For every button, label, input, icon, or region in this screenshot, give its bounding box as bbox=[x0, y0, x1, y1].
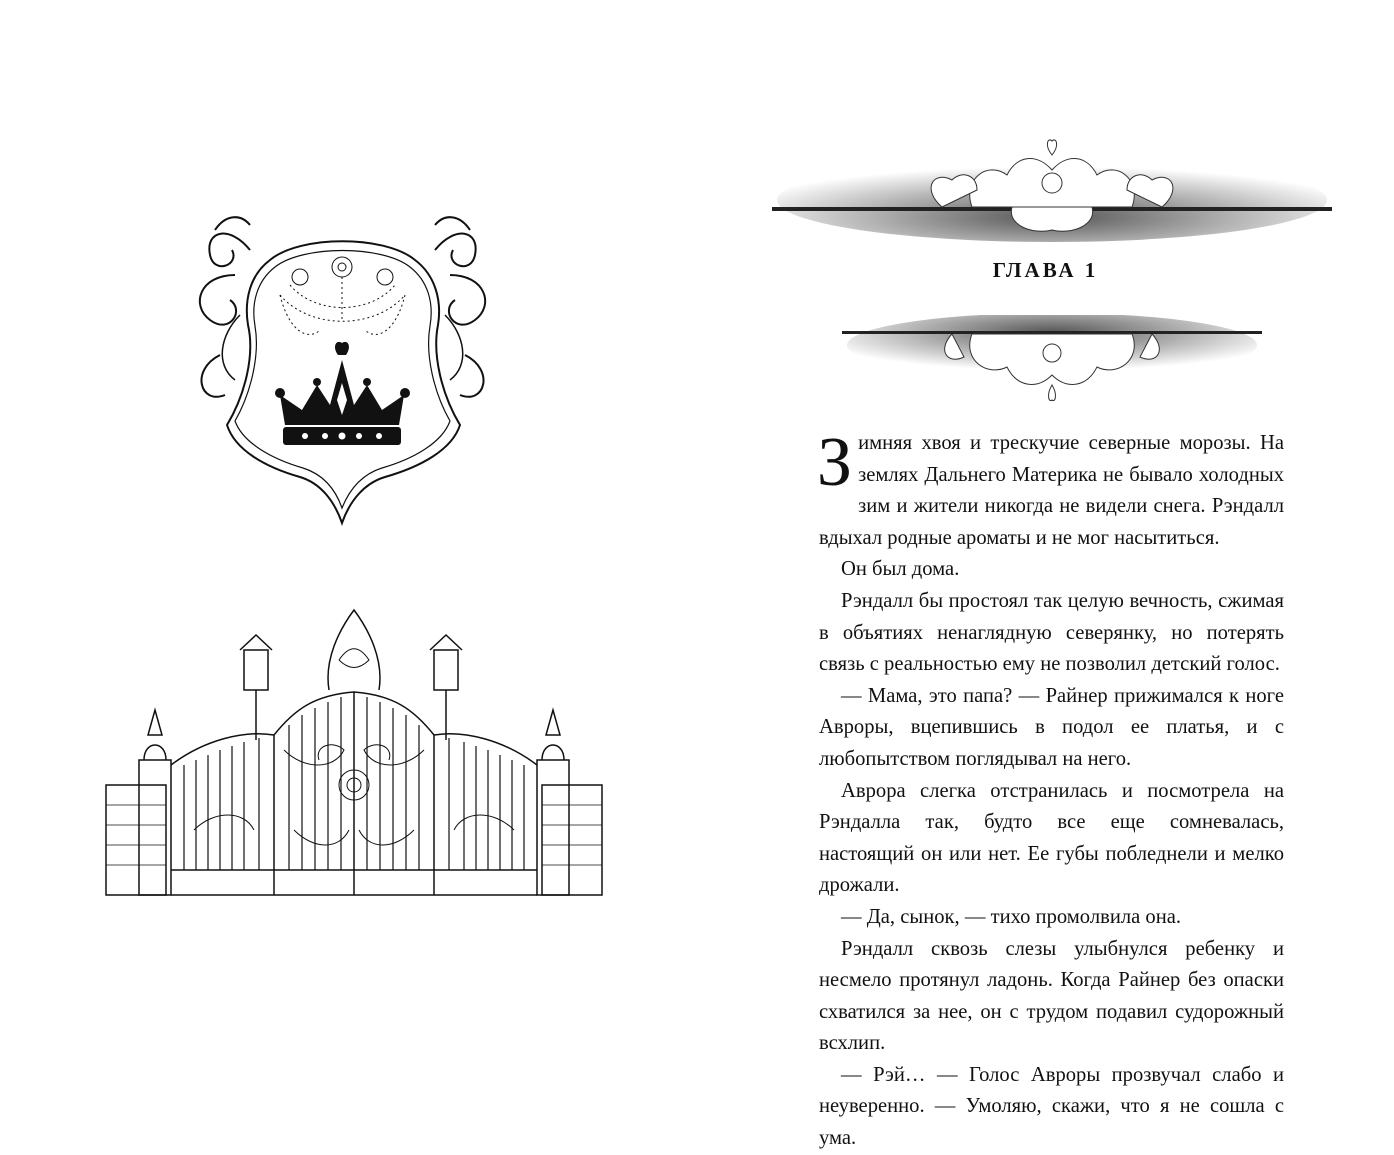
baroque-ornament-bottom bbox=[842, 315, 1262, 410]
paragraph-7: Рэндалл сквозь слезы улыбнулся ребенку и несмело протянул ладонь. Когда Райнер без опаски схватился за нее, он с трудом подавил судорожный всхлип. bbox=[819, 937, 1284, 1055]
paragraph-4: — Мама, это папа? — Райнер прижимался к ноге Авроры, вцепившись в подол ее платья, и с любопытством поглядывал на него. bbox=[819, 684, 1284, 770]
chapter-title: ГЛАВА 1 bbox=[992, 258, 1099, 282]
paragraph-3: Рэндалл бы простоял так целую вечность, сжимая в объятиях ненаглядную северянку, но потерять связь с реальностью ему не позволил детский голос. bbox=[819, 589, 1284, 676]
paragraph-5: Аврора слегка отстранилась и посмотрела на Рэндалла так, будто все еще сомневалась, настоящий он или нет. Ее губы побледнели и мелко дрожали. bbox=[819, 779, 1284, 897]
chapter-text bbox=[817, 424, 1284, 1155]
baroque-ornament-top bbox=[772, 135, 1332, 245]
paragraph-1 bbox=[817, 424, 1284, 554]
paragraph-1-text: имняя хвоя и трескучие северные морозы. На землях Дальнего Материка не бывало холодных зим и жители никогда не видели снега. Рэндалл вдыхал родные ароматы и не мог насытиться. bbox=[819, 432, 1284, 549]
ornate-iron-gate-illustration bbox=[104, 600, 604, 900]
paragraph-2: Он был дома. bbox=[841, 558, 960, 581]
right-page bbox=[697, 0, 1394, 1150]
crest-with-crown-illustration bbox=[180, 205, 505, 535]
drop-cap: З bbox=[817, 424, 853, 501]
left-page bbox=[0, 0, 697, 1125]
paragraph-6: — Да, сынок, — тихо промолвила она. bbox=[841, 905, 1182, 928]
paragraph-8: — Рэй… — Голос Авроры прозвучал слабо и неуверенно. — Умоляю, скажи, что я не сошла с ума. bbox=[819, 1063, 1284, 1150]
